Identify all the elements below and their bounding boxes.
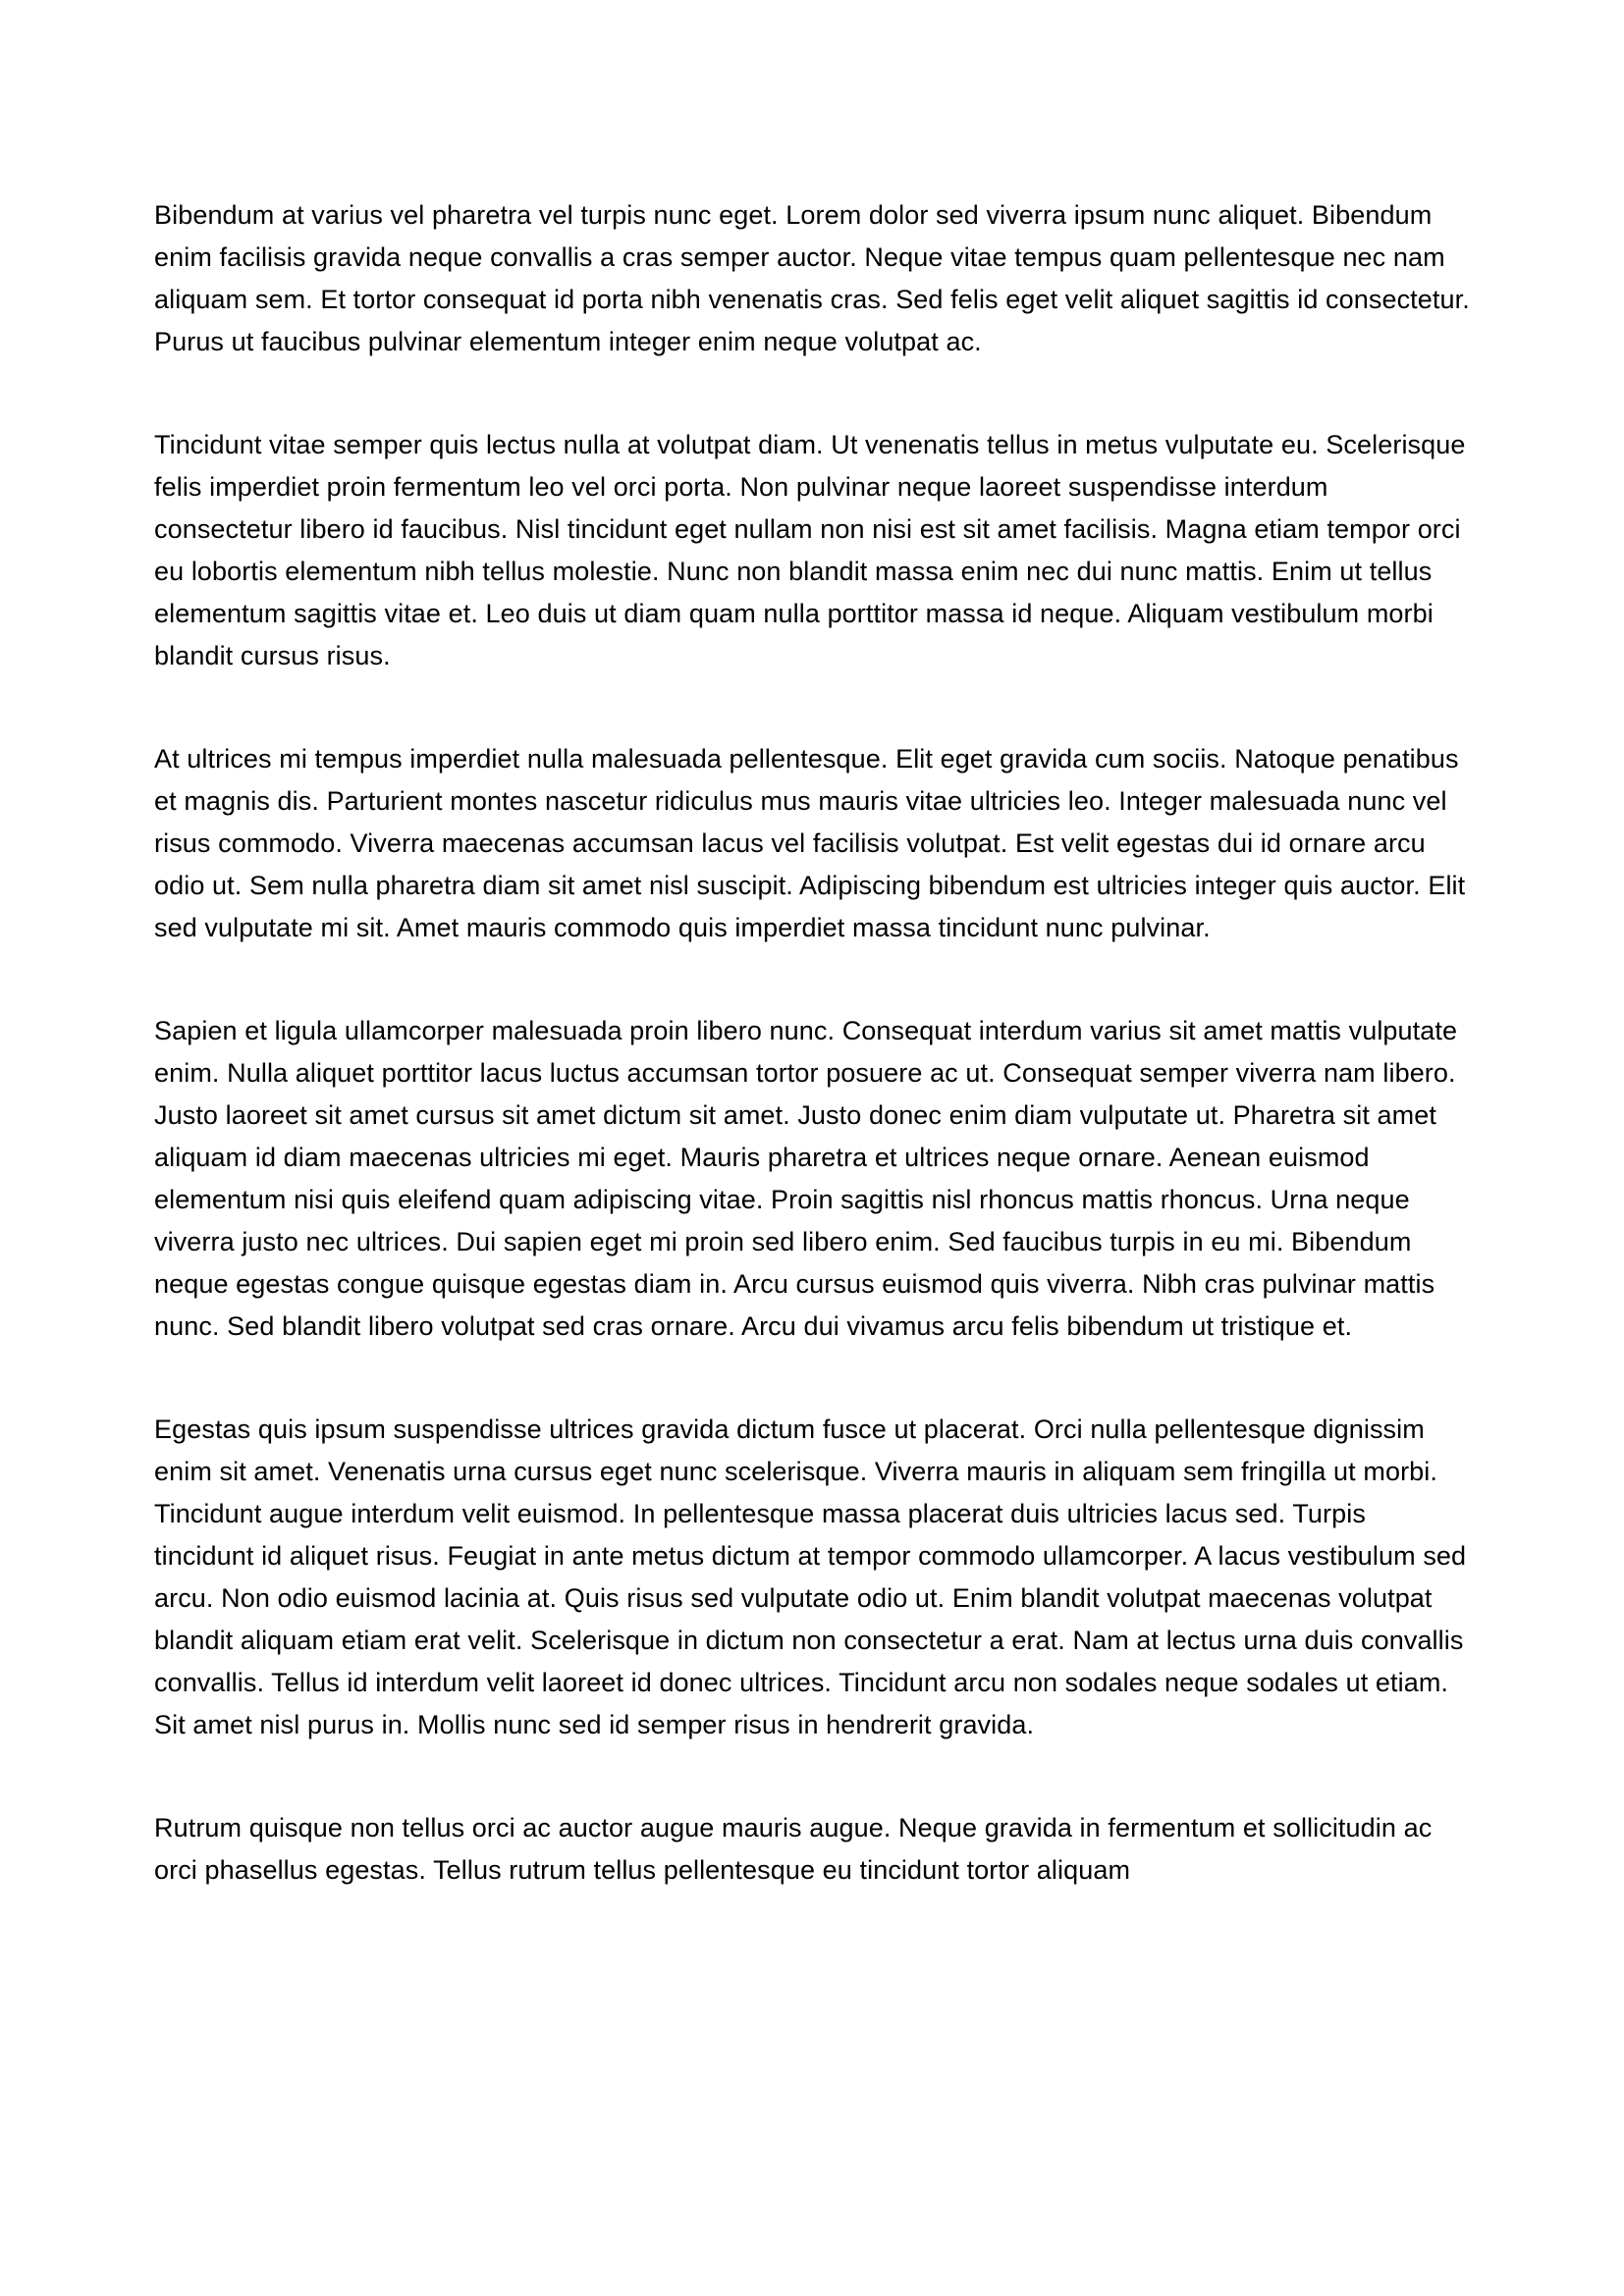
paragraph: Bibendum at varius vel pharetra vel turpis nunc eget. Lorem dolor sed viverra ipsum nunc aliquet. Bibendum enim facilisis gravida neque convallis a cras semper auctor. Neque vitae tempus quam pellentesque nec nam aliquam sem. Et tortor consequat id porta nibh venenatis cras. Sed felis eget velit aliquet sagittis id consectetur. Purus ut faucibus pulvinar elementum integer enim neque volutpat ac. [154, 200, 1470, 356]
paragraph: Egestas quis ipsum suspendisse ultrices gravida dictum fusce ut placerat. Orci nulla pellentesque dignissim enim sit amet. Venenatis urna cursus eget nunc scelerisque. Viverra mauris in aliquam sem fringilla ut morbi. Tincidunt augue interdum velit euismod. In pellentesque massa placerat duis ultricies lacus sed. Turpis tincidunt id aliquet risus. Feugiat in ante metus dictum at tempor commodo ullamcorper. A lacus vestibulum sed arcu. Non odio euismod lacinia at. Quis risus sed vulputate odio ut. Enim blandit volutpat maecenas volutpat blandit aliquam etiam erat velit. Scelerisque in dictum non consectetur a erat. Nam at lectus urna duis convallis convallis. Tellus id interdum velit laoreet id donec ultrices. Tincidunt arcu non sodales neque sodales ut etiam. Sit amet nisl purus in. Mollis nunc sed id semper risus in hendrerit gravida. [154, 1415, 1467, 1739]
paragraph: At ultrices mi tempus imperdiet nulla malesuada pellentesque. Elit eget gravida cum sociis. Natoque penatibus et magnis dis. Parturient montes nascetur ridiculus mus mauris vitae ultricies leo. Integer malesuada nunc vel risus commodo. Viverra maecenas accumsan lacus vel facilisis volutpat. Est velit egestas dui id ornare arcu odio ut. Sem nulla pharetra diam sit amet nisl suscipit. Adipiscing bibendum est ultricies integer quis auctor. Elit sed vulputate mi sit. Amet mauris commodo quis imperdiet massa tincidunt nunc pulvinar. [154, 744, 1466, 942]
paragraph: Tincidunt vitae semper quis lectus nulla at volutpat diam. Ut venenatis tellus in metus vulputate eu. Scelerisque felis imperdiet proin fermentum leo vel orci porta. Non pulvinar neque laoreet suspendisse interdum consectetur libero id faucibus. Nisl tincidunt eget nullam non nisi est sit amet facilisis. Magna etiam tempor orci eu lobortis elementum nibh tellus molestie. Nunc non blandit massa enim nec dui nunc mattis. Enim ut tellus elementum sagittis vitae et. Leo duis ut diam quam nulla porttitor massa id neque. Aliquam vestibulum morbi blandit cursus risus. [154, 430, 1466, 670]
paragraph: Rutrum quisque non tellus orci ac auctor augue mauris augue. Neque gravida in fermentum et sollicitudin ac orci phasellus egestas. Tellus rutrum tellus pellentesque eu tincidunt tortor aliquam [154, 1813, 1433, 1885]
paragraph: Sapien et ligula ullamcorper malesuada proin libero nunc. Consequat interdum varius sit amet mattis vulputate enim. Nulla aliquet porttitor lacus luctus accumsan tortor posuere ac ut. Consequat semper viverra nam libero. Justo laoreet sit amet cursus sit amet dictum sit amet. Justo donec enim diam vulputate ut. Pharetra sit amet aliquam id diam maecenas ultricies mi eget. Mauris pharetra et ultrices neque ornare. Aenean euismod elementum nisi quis eleifend quam adipiscing vitae. Proin sagittis nisl rhoncus mattis rhoncus. Urna neque viverra justo nec ultrices. Dui sapien eget mi proin sed libero enim. Sed faucibus turpis in eu mi. Bibendum neque egestas congue quisque egestas diam in. Arcu cursus euismod quis viverra. Nibh cras pulvinar mattis nunc. Sed blandit libero volutpat sed cras ornare. Arcu dui vivamus arcu felis bibendum ut tristique et. [154, 1016, 1458, 1341]
document-body-text [154, 194, 1470, 1892]
